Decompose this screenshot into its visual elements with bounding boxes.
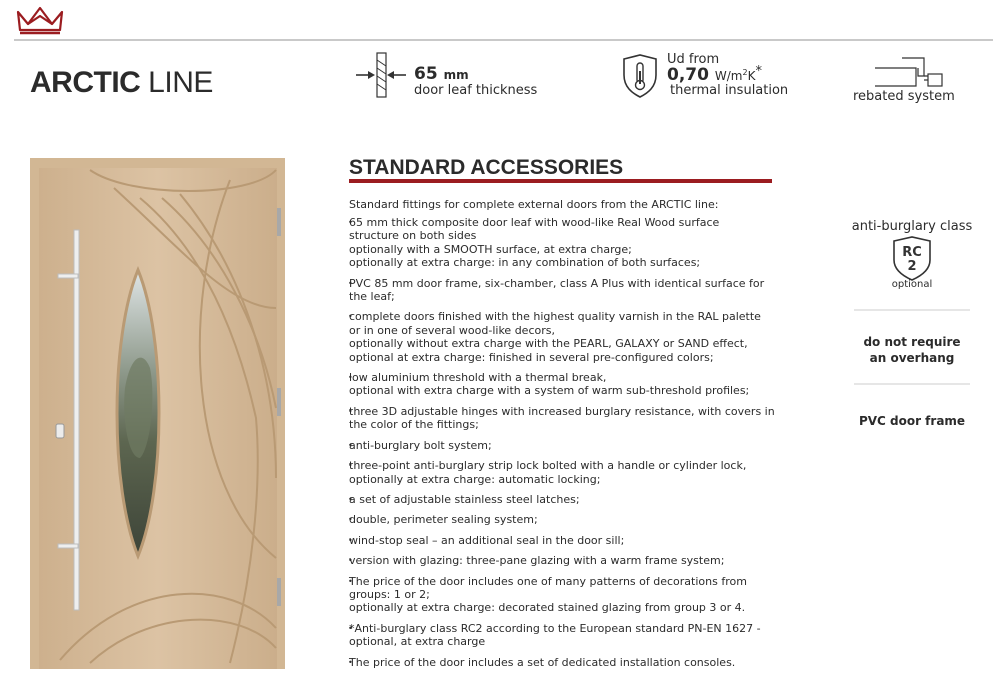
accessory-item	[349, 216, 817, 270]
accessories-list	[349, 216, 817, 676]
accessory-item-line: • low aluminium threshold with a thermal break,	[349, 371, 607, 385]
thermal-unit-tail: K	[747, 69, 756, 83]
accessory-item-line: optionally at extra charge: in any combination of both surfaces;	[349, 256, 701, 270]
thermal-prefix: Ud from	[667, 52, 720, 67]
accessory-item-line: • The price of the door includes a set of dedicated installation consoles.	[349, 655, 736, 669]
overhang-note	[848, 334, 976, 366]
accessory-item	[349, 310, 817, 364]
thermal-number: 0,70	[667, 65, 709, 85]
accessory-item-line: • double, perimeter sealing system;	[349, 513, 538, 527]
accessory-item	[349, 534, 817, 547]
accessories-title: STANDARD ACCESSORIES	[349, 156, 624, 179]
accessory-item	[349, 459, 817, 486]
rc-badge-text: RC	[902, 245, 922, 260]
rc2-shield-icon	[890, 236, 934, 282]
accessory-item	[349, 493, 817, 506]
title-light: LINE	[148, 66, 213, 99]
rc-optional-label: optional	[891, 279, 933, 290]
thickness-unit: mm	[443, 68, 469, 82]
accessory-item	[349, 554, 817, 567]
accessory-item-line: optional, at extra charge	[349, 635, 486, 649]
accessory-item	[349, 575, 817, 615]
accessory-item	[349, 622, 817, 649]
rc-badge-number: 2	[907, 259, 917, 274]
thermal-unit-sup: 2	[742, 68, 748, 77]
accessory-item-line: • 65 mm thick composite door leaf with wood-like Real Wood surface	[349, 216, 720, 229]
accessory-item-line: structure on both sides	[349, 229, 477, 243]
accessory-item-line: optional with extra charge with a system of warm sub-threshold profiles;	[349, 384, 750, 398]
overhang-line-2: an overhang	[869, 351, 955, 365]
pvc-frame-note: PVC door frame	[858, 414, 966, 428]
thermal-label: thermal insulation	[670, 83, 789, 98]
door-product-image	[30, 158, 285, 669]
side-divider-2	[854, 383, 970, 385]
title-bold: ARCTIC	[30, 66, 141, 99]
accessory-item-line: • complete doors finished with the highest quality varnish in the RAL palette	[349, 310, 761, 324]
overhang-line-1: do not require	[863, 335, 961, 349]
door-thickness-icon	[354, 52, 408, 98]
accessory-item	[349, 405, 817, 432]
thermal-value	[667, 64, 762, 85]
accessories-intro: Standard fittings for complete external doors from the ARCTIC line:	[349, 198, 719, 211]
accessory-item-line: • wind-stop seal – an additional seal in the door sill;	[349, 533, 625, 547]
accessory-item-line: optionally with a SMOOTH surface, at extra charge;	[349, 242, 632, 256]
accessory-item-line: or in one of several wood-like decors,	[349, 323, 555, 337]
accessory-item-line: • *Anti-burglary class RC2 according to the European standard PN-EN 1627 -	[349, 621, 761, 635]
thermometer-shield-icon	[620, 53, 660, 99]
accessory-item-line: groups: 1 or 2;	[349, 587, 430, 601]
rebated-profile-icon	[872, 56, 946, 88]
thickness-label: door leaf thickness	[414, 83, 538, 98]
accessory-item-line: • three-point anti-burglary strip lock bolted with a handle or cylinder lock,	[349, 459, 747, 473]
accessory-item-line: • three 3D adjustable hinges with increased burglary resistance, with covers in	[349, 404, 775, 418]
crown-logo-icon	[14, 2, 66, 36]
accessory-item-line: • version with glazing: three-pane glazing with a warm frame system;	[349, 554, 725, 568]
side-divider-1	[854, 309, 970, 311]
accessory-item-line: the leaf;	[349, 290, 395, 304]
accessory-item-line: optionally at extra charge: decorated stained glazing from group 3 or 4.	[349, 601, 746, 615]
accessory-item-line: optionally without extra charge with the PEARL, GALAXY or SAND effect,	[349, 337, 748, 351]
accessory-item-line: • The price of the door includes one of many patterns of decorations from	[349, 574, 747, 588]
thermal-unit	[714, 64, 762, 83]
product-line-title	[30, 66, 213, 100]
accessory-item	[349, 277, 817, 304]
accessory-item	[349, 513, 817, 526]
thickness-number: 65	[414, 64, 438, 84]
accessory-item-line: • a set of adjustable stainless steel latches;	[349, 492, 580, 506]
accessory-item-line: • PVC 85 mm door frame, six-chamber, class A Plus with identical surface for	[349, 276, 765, 290]
accessory-item	[349, 656, 817, 669]
accessories-title-underline	[349, 179, 772, 183]
header-divider	[14, 39, 993, 41]
rebated-label: rebated system	[853, 89, 955, 104]
thermal-unit-base: W/m	[714, 69, 743, 83]
anti-burglary-label: anti-burglary class	[851, 219, 973, 234]
accessory-item-line: the color of the fittings;	[349, 418, 479, 432]
accessory-item-line: • anti-burglary bolt system;	[349, 438, 492, 452]
accessory-item	[349, 371, 817, 398]
accessory-item-line: optional at extra charge: finished in several pre-configured colors;	[349, 350, 714, 364]
accessory-item-line: optionally at extra charge: automatic locking;	[349, 472, 601, 486]
accessory-item	[349, 439, 817, 452]
thickness-value	[414, 64, 469, 84]
thermal-asterisk: *	[755, 64, 762, 79]
